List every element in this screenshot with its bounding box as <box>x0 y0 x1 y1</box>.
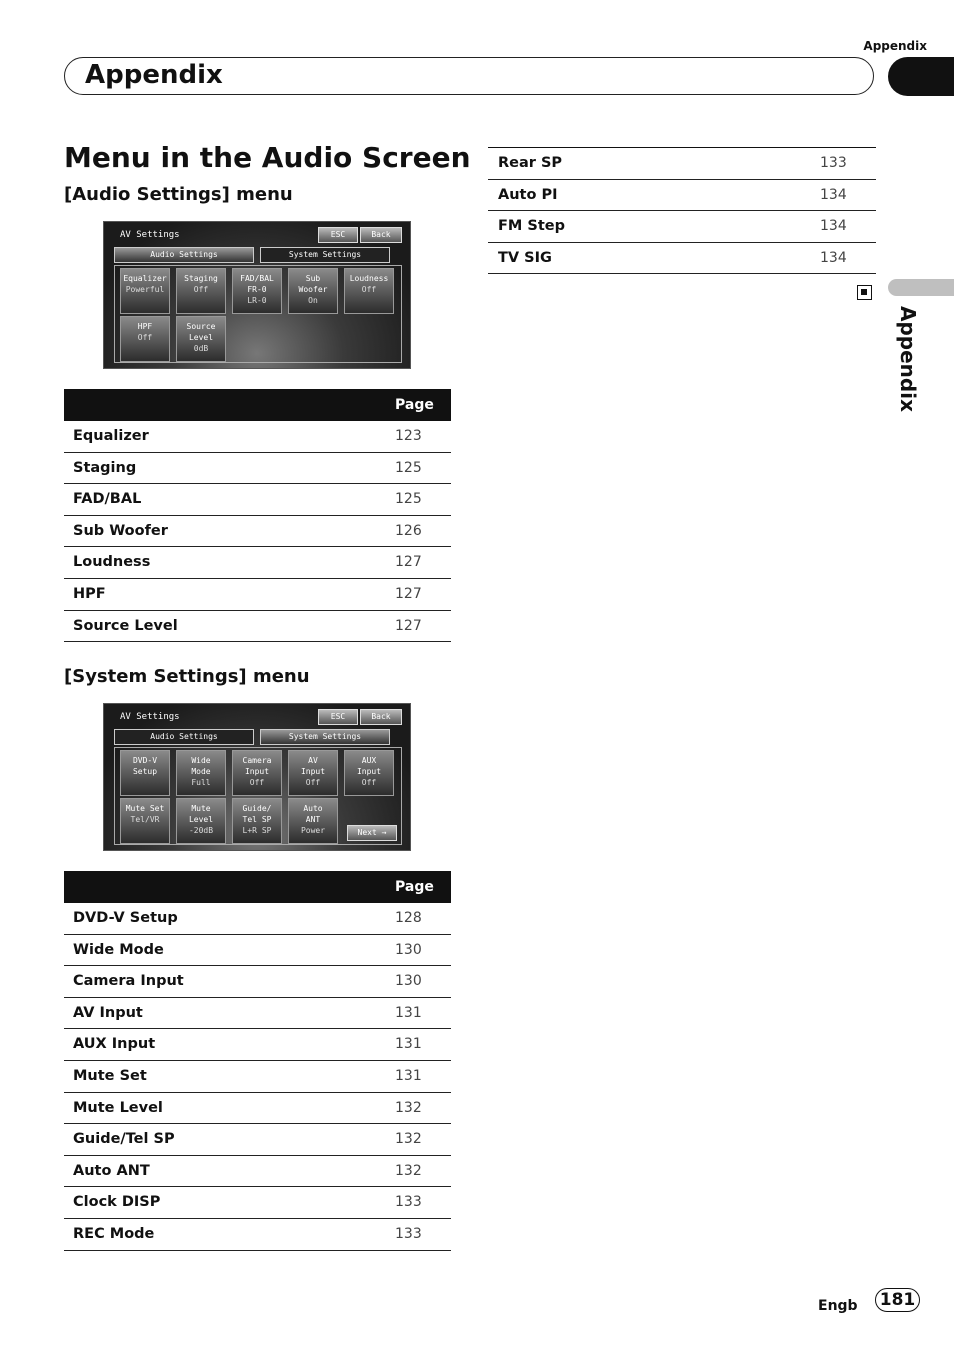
esc-button: ESC <box>318 709 358 725</box>
table-row: DVD-V Setup 128 <box>64 903 451 935</box>
audio-settings-screenshot <box>103 221 411 369</box>
back-button: Back <box>360 227 402 243</box>
tile-mute-set: Mute Set Tel/VR <box>120 798 170 844</box>
tile-guide-tel-sp: Guide/ Tel SP L+R SP <box>232 798 282 844</box>
running-header-label: Appendix <box>863 39 927 53</box>
esc-button: ESC <box>318 227 358 243</box>
table-row: Auto ANT 132 <box>64 1156 451 1188</box>
section-title: Appendix <box>85 60 223 90</box>
system-settings-screenshot <box>103 703 411 851</box>
tile-equalizer: Equalizer Powerful <box>120 268 170 314</box>
tile-auto-ant: Auto ANT Power <box>288 798 338 844</box>
tile-hpf: HPF Off <box>120 316 170 362</box>
screenshot-title: AV Settings <box>120 230 180 240</box>
system-settings-table <box>64 871 451 1251</box>
system-settings-heading-bracket: [System Settings] <box>64 666 247 687</box>
settings-tile-grid <box>114 747 402 845</box>
tab-system-settings: System Settings <box>260 729 390 745</box>
table-row: Rear SP 133 <box>488 148 876 180</box>
table-row: HPF 127 <box>64 579 451 611</box>
table-row: Mute Level 132 <box>64 1093 451 1125</box>
table-row: Wide Mode 130 <box>64 935 451 967</box>
settings-tile-grid <box>114 265 402 363</box>
section-header-bar <box>64 57 874 95</box>
tab-audio-settings: Audio Settings <box>114 247 254 263</box>
audio-settings-table <box>64 389 451 642</box>
back-button: Back <box>360 709 402 725</box>
tile-wide-mode: Wide Mode Full <box>176 750 226 796</box>
table-row: Mute Set 131 <box>64 1061 451 1093</box>
table-row: Staging 125 <box>64 453 451 485</box>
tile-aux-input: AUX Input Off <box>344 750 394 796</box>
table-row: Sub Woofer 126 <box>64 516 451 548</box>
tile-staging: Staging Off <box>176 268 226 314</box>
table-row: TV SIG 134 <box>488 243 876 275</box>
table-row: FM Step 134 <box>488 211 876 243</box>
table-row: Source Level 127 <box>64 611 451 643</box>
table-row: REC Mode 133 <box>64 1219 451 1251</box>
tile-loudness: Loudness Off <box>344 268 394 314</box>
table-header <box>64 389 451 421</box>
tile-mute-level: Mute Level -20dB <box>176 798 226 844</box>
table-row: Camera Input 130 <box>64 966 451 998</box>
table-row: FAD/BAL 125 <box>64 484 451 516</box>
audio-settings-heading <box>64 184 293 205</box>
side-tab-marker <box>888 279 954 296</box>
table-row: Clock DISP 133 <box>64 1187 451 1219</box>
tile-camera-input: Camera Input Off <box>232 750 282 796</box>
system-settings-table-continued <box>488 147 876 274</box>
table-row: AUX Input 131 <box>64 1029 451 1061</box>
footer-language: Engb <box>818 1298 858 1314</box>
tab-audio-settings: Audio Settings <box>114 729 254 745</box>
next-button: Next → <box>347 825 397 841</box>
page-number: 181 <box>875 1288 920 1312</box>
table-row: Auto PI 134 <box>488 180 876 212</box>
screenshot-title: AV Settings <box>120 712 180 722</box>
tile-source-level: Source Level 0dB <box>176 316 226 362</box>
table-row: Equalizer 123 <box>64 421 451 453</box>
table-row: AV Input 131 <box>64 998 451 1030</box>
tile-fad-bal: FAD/BAL FR-0 LR-0 <box>232 268 282 314</box>
audio-settings-heading-word: menu <box>229 184 293 205</box>
system-settings-heading <box>64 666 310 687</box>
tile-dvd-v-setup: DVD-V Setup <box>120 750 170 796</box>
table-row: Loudness 127 <box>64 547 451 579</box>
tile-sub-woofer: Sub Woofer On <box>288 268 338 314</box>
tab-system-settings: System Settings <box>260 247 390 263</box>
system-settings-heading-word: menu <box>246 666 310 687</box>
audio-settings-heading-bracket: [Audio Settings] <box>64 184 230 205</box>
page-column-header: Page <box>395 397 434 413</box>
tile-av-input: AV Input Off <box>288 750 338 796</box>
table-row: Guide/Tel SP 132 <box>64 1124 451 1156</box>
end-of-section-icon <box>857 285 872 300</box>
page-column-header: Page <box>395 879 434 895</box>
page-title: Menu in the Audio Screen <box>64 141 471 174</box>
side-section-label: Appendix <box>896 306 920 412</box>
section-tab-marker <box>888 57 954 96</box>
table-header <box>64 871 451 903</box>
